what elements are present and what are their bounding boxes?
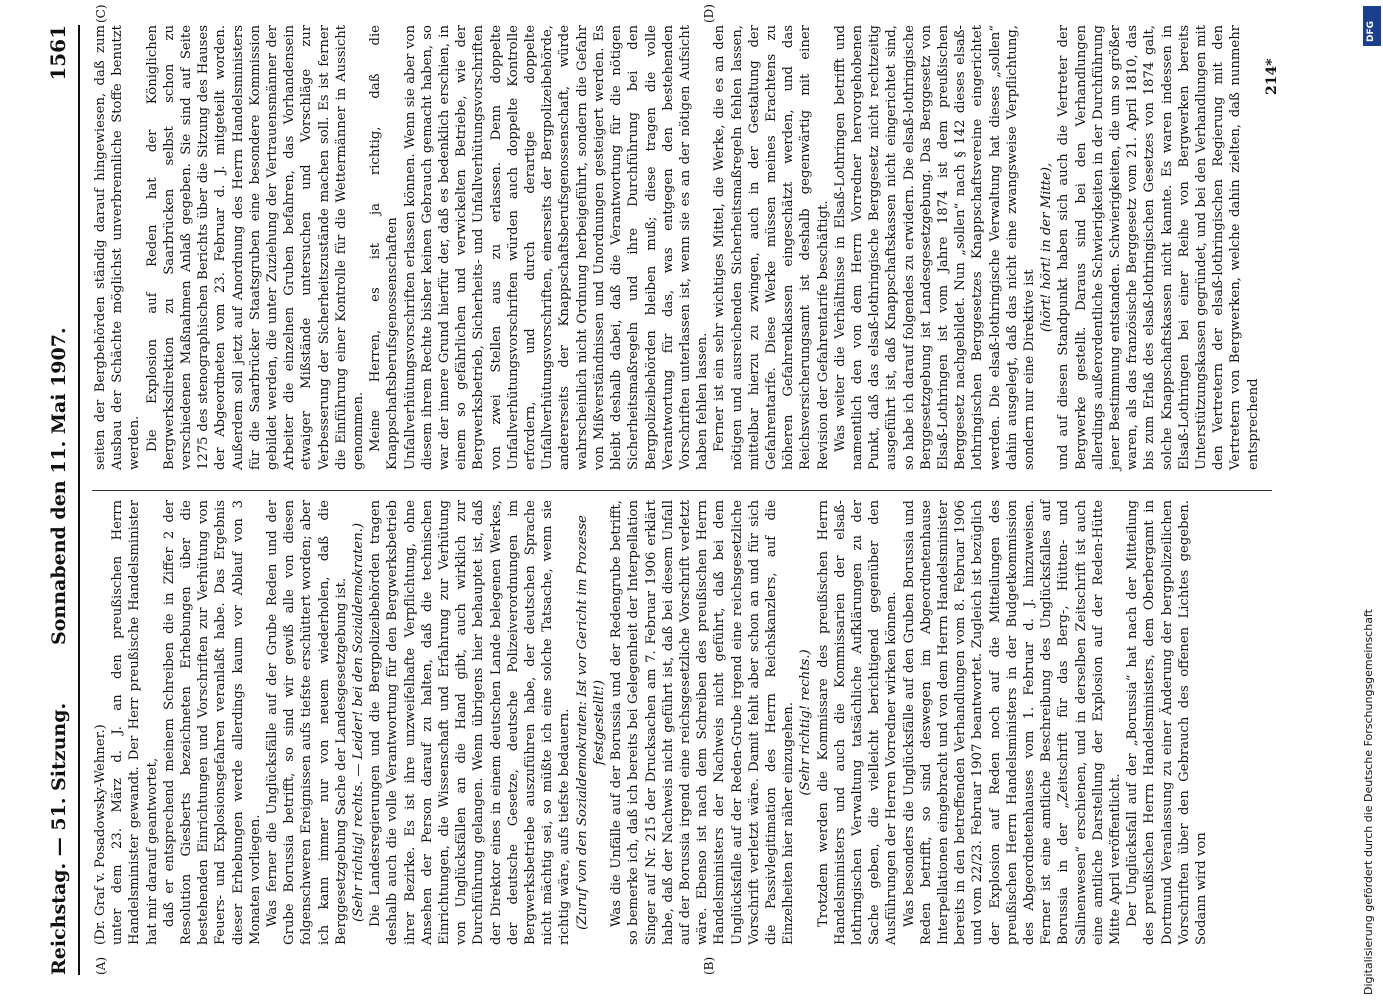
- margin-marker-b: (B): [702, 956, 716, 975]
- column-divider: [92, 490, 1272, 491]
- margin-marker-c: (C): [94, 4, 108, 23]
- page-number: 1561: [46, 25, 70, 81]
- paragraph: unter dem 23. März d. J. an den preußischen Herrn Handelsminister gewandt. Der Herr preußische Handelsminister hat mir darauf geantwortet,: [110, 500, 160, 945]
- paragraph: Was weiter die Verhältnisse in Elsaß-Lothringen betrifft und namentlich den von dem Herrn Vorredner hervorgehobenen Punkt, daß das elsaß-lothringische Berggesetz nicht rechtzeitig ausgeführt ist, daß Knappschaftskassen nicht eingerichtet sind, so habe ich darauf folgendes zu erwidern. Die elsaß-lothringische Berggesetzgebung ist Landesgesetzgebung. Das Berggesetz von Elsaß-Lothringen ist vom Jahre 1874 ist dem preußischen Berggesetz nachgebildet. Nun „sollen“ nach § 142 dieses elsaß-lothringischen Berggesetzes Knappschaftsvereine eingerichtet werden. Die elsaß-lothringische Verwaltung hat dieses „sollen“ dahin ausgelegt, daß das nicht eine zwangsweise Verpflichtung, sondern nur eine Direktive ist: [832, 25, 1037, 470]
- paragraph: und auf diesen Standpunkt haben sich auch die Vertreter der Bergwerke gestellt. Daraus sind bei den Verhandlungen allerdings außerordentliche Schwierigkeiten in der Durchführung jener Bestimmung entstanden. Schwierigkeiten, die um so größer waren, als das französische Berggesetz vom 21. April 1810, das bis zum Erlaß des elsaß-lothringischen Gesetzes von 1874 galt, solche Knappschaftskassen nicht kannte. Es waren indessen in Elsaß-Lothringen bei einer Reihe von Bergwerken bereits Unterstützungskassen gegründet, und bei den Verhandlungen mit den Vertretern der elsaß-lothringischen Regierung mit den Vertretern von Bergwerken, welche dahin zielten, daß nunmehr entsprechend: [1056, 25, 1261, 470]
- page-signature: 214*: [1264, 58, 1280, 95]
- interjection: (Sehr richtig! rechts.): [798, 649, 814, 796]
- paragraph: Trotzdem werden die Kommissare des preußischen Herrn Handelsministers und auch die Kommissarien der elsaß-lothringischen Verwaltung tatsächliche Aufklärungen zu der Sache geben, die vielleicht berichtigend gegenüber den Ausführungen der Herren Vorredner wirken können.: [815, 500, 900, 945]
- interjection: (Sehr richtig! rechts. — Leider! bei den Sozialdemokraten.): [351, 522, 367, 923]
- rotated-page: [42, 4, 1342, 975]
- paragraph: Ferner ist ein sehr wichtiges Mittel, die Werke, die es an den nötigen und ausreichenden Sicherheitsmaßregeln fehlen lassen, mittelbar hierzu zu zwingen, auch in der Gestaltung der Gefahrentarife. Diese Werke müssen meines Erachtens zu höheren Gefahrenklassen eingeschätzt werden, und das Reichsversicherungsamt ist deshalb gegenwärtig mit einer Revision der Gefahrentarife beschäftigt.: [712, 25, 831, 470]
- paragraph: Was ferner die Unglücksfälle auf der Grube Reden und der Grube Borussia betrifft, so sind wir gewiß alle von diesen folgenschweren Ereignissen aufs tiefste erschüttert worden; aber ich kann immer nur von neuem wiederholen, daß die Berggesetzgebung Sache der Landesgesetzgebung ist.: [265, 500, 349, 945]
- margin-marker-d: (D): [702, 4, 716, 23]
- dfg-logo: [1363, 6, 1381, 46]
- digitization-note: Digitalisierung gefördert durch die Deutsche Forschungsgemeinschaft: [1362, 609, 1375, 995]
- interjection: (hört! hört! in der Mitte),: [1039, 162, 1055, 333]
- left-column: [92, 500, 1210, 945]
- header-date: Sonnabend den 11. Mai 1907.: [48, 327, 70, 645]
- right-column: [92, 25, 1262, 470]
- paragraph: Was die Unfälle auf der Borussia und der Redengrube betrifft, so bemerke ich, daß ich bereits bei Gelegenheit der Interpellation Singer auf Nr. 215 der Drucksachen am 7. Februar 1906 erklärt habe, daß der Nachweis nicht geführt ist, daß bei diesem Unfall auf der Borussia irgend eine reichsgesetzliche Vorschrift verletzt wäre. Ebenso ist nach dem Schreiben des preußischen Herrn Handelsministers der Nachweis nicht geführt, daß bei dem Unglücksfalle auf der Reden-Grube irgend eine reichsgesetzliche Vorschrift verletzt wäre. Damit fehlt aber schon an und für sich die Passivlegitimation des Herrn Reichskanzlers, auf die Einzelheiten hier näher einzugehen.: [609, 500, 797, 945]
- dfg-logo-text: DFG: [1366, 20, 1376, 42]
- header-left: Reichstag. — 51. Sitzung.: [48, 702, 70, 975]
- interjection: (Zuruf von den Sozialdemokraten: Ist vor Gericht im Prozesse festgestellt!): [574, 515, 607, 930]
- paragraph: Was besonders die Unglücksfälle auf den Gruben Borussia und Reden betrifft, so sind deswegen im Abgeordnetenhause Interpellationen eingebracht und von dem Herrn Handelsminister bereits in den betreffenden Verhandlungen vom 8. Februar 1906 und vom 22/23. Februar 1907 beantwortet. Zugleich ist bezüglich der Explosion auf Reden noch auf die Mitteilungen des preußischen Herrn Handelsministers in der Budgetkommission des Abgeordnetenhauses vom 1. Februar d. J. hinzuweisen. Ferner ist eine amtliche Beschreibung des Unglücksfalles auf Borussia in der „Zeitschrift für das Berg-, Hütten- und Salinenwesen“ erschienen, und in derselben Zeitschrift ist auch eine amtliche Darstellung der Explosion auf der Reden-Hütte Mitte April veröffentlicht.: [901, 500, 1123, 945]
- paragraph: daß er entsprechend meinem Schreiben die in Ziffer 2 der Resolution Giesberts bezeichneten Erhebungen über die bestehenden Einrichtungen und Vorschriften zur Verhütung von Feuers- und Explosionsgefahren veranlaßt habe. Das Ergebnis dieser Erhebungen werde allerdings kaum vor Ablauf von 3 Monaten vorliegen.: [161, 500, 263, 945]
- speaker-note: (Dr. Graf v. Posadowsky-Wehner.): [93, 724, 108, 945]
- paragraph: seiten der Bergbehörden ständig darauf hingewiesen, daß zum Ausbau der Schächte möglichst unverbrennliche Stoffe benutzt werden.: [93, 25, 143, 470]
- page-header: [42, 25, 80, 975]
- paragraph: Der Unglücksfall auf der „Borussia“ hat nach der Mitteilung des preußischen Herrn Handelsministers, dem Oberbergamt in Dortmund Veranlassung zu einer Änderung der bergpolizeilichen Vorschriften über den Gebrauch des offenen Lichtes gegeben. Sodann wird von: [1125, 500, 1209, 945]
- paragraph: Die Explosion auf Reden hat der Königlichen Bergwerksdirektion zu Saarbrücken selbst schon zu verschiedenen Maßnahmen Anlaß gegeben. Sie sind auf Seite 1275 des stenographischen Berichts über die Sitzung des Hauses der Abgeordneten vom 23. Februar d. J. mitgeteilt worden. Außerdem soll jetzt auf Anordnung des Herrn Handelsministers für die Saarbrücker Staatsgruben eine besondere Kommission gebildet werden, die unter Zuziehung der Vertrauensmänner der Arbeiter die einzelnen Gruben befahren, das Vorhandensein etwaiger Mißstände untersuchen und Vorschläge zur Verbesserung der Sicherheitszustände machen soll. Es ist ferner die Einführung einer Kontrolle für die Wettermänner in Aussicht genommen.: [144, 25, 367, 470]
- paragraph: Meine Herren, es ist ja richtig, daß die Knappschaftsberufsgenossenschaften Unfallverhütungsvorschriften erlassen können. Wenn sie aber von diesem ihrem Rechte bisher keinen Gebrauch gemacht haben, so war der innere Grund hierfür der, daß es bedenklich erschien, in einem so gefährlichen und verwickelten Betriebe, wie der Bergwerksbetrieb, Sicherheits- und Unfallverhütungsvorschriften von zwei Stellen aus zu erlassen. Denn doppelte Unfallverhütungsvorschriften würden auch doppelte Kontrolle erfordern, und durch derartige doppelte Unfallverhütungsvorschriften, einerseits der Bergpolizeibehörde, andererseits der Knappschaftsberufsgenossenschaft, würde wahrscheinlich nicht Ordnung herbeigeführt, sondern die Gefahr von Mißverständnissen und Unordnungen gesteigert werden. Es bleibt deshalb dabei, daß die Verantwortung für die nötigen Sicherheitsmaßregeln und ihre Durchführung bei den Bergpolizeibehörden bleiben muß; diese tragen die volle Verantwortung für das, was entgegen den bestehenden Vorschriften unterlassen ist, wenn sie es an der nötigen Aufsicht haben fehlen lassen.: [368, 25, 711, 470]
- margin-marker-a: (A): [94, 956, 108, 975]
- paragraph: Die Landesregierungen und die Bergpolizeibehörden tragen deshalb auch die volle Verantwortung für den Bergwerksbetrieb ihrer Bezirke. Es ist ihre unzweifelhafte Verpflichtung, ohne Ansehen der Person darauf zu halten, daß die technischen Einrichtungen, die Wissenschaft und Erfahrung zur Verhütung von Unglücksfällen an die Hand gibt, auch wirklich zur Durchführung gelangen. Wenn übrigens hier behauptet ist, daß der Direktor eines in einem deutschen Lande belegenen Werkes, der deutsche Gesetze, deutsche Polizeiverordnungen im Bergwerksbetriebe auszuführen habe, der deutschen Sprache nicht mächtig sei, so müßte ich eine solche Tatsache, wenn sie richtig wäre, aufs tiefste bedauern.: [368, 500, 573, 945]
